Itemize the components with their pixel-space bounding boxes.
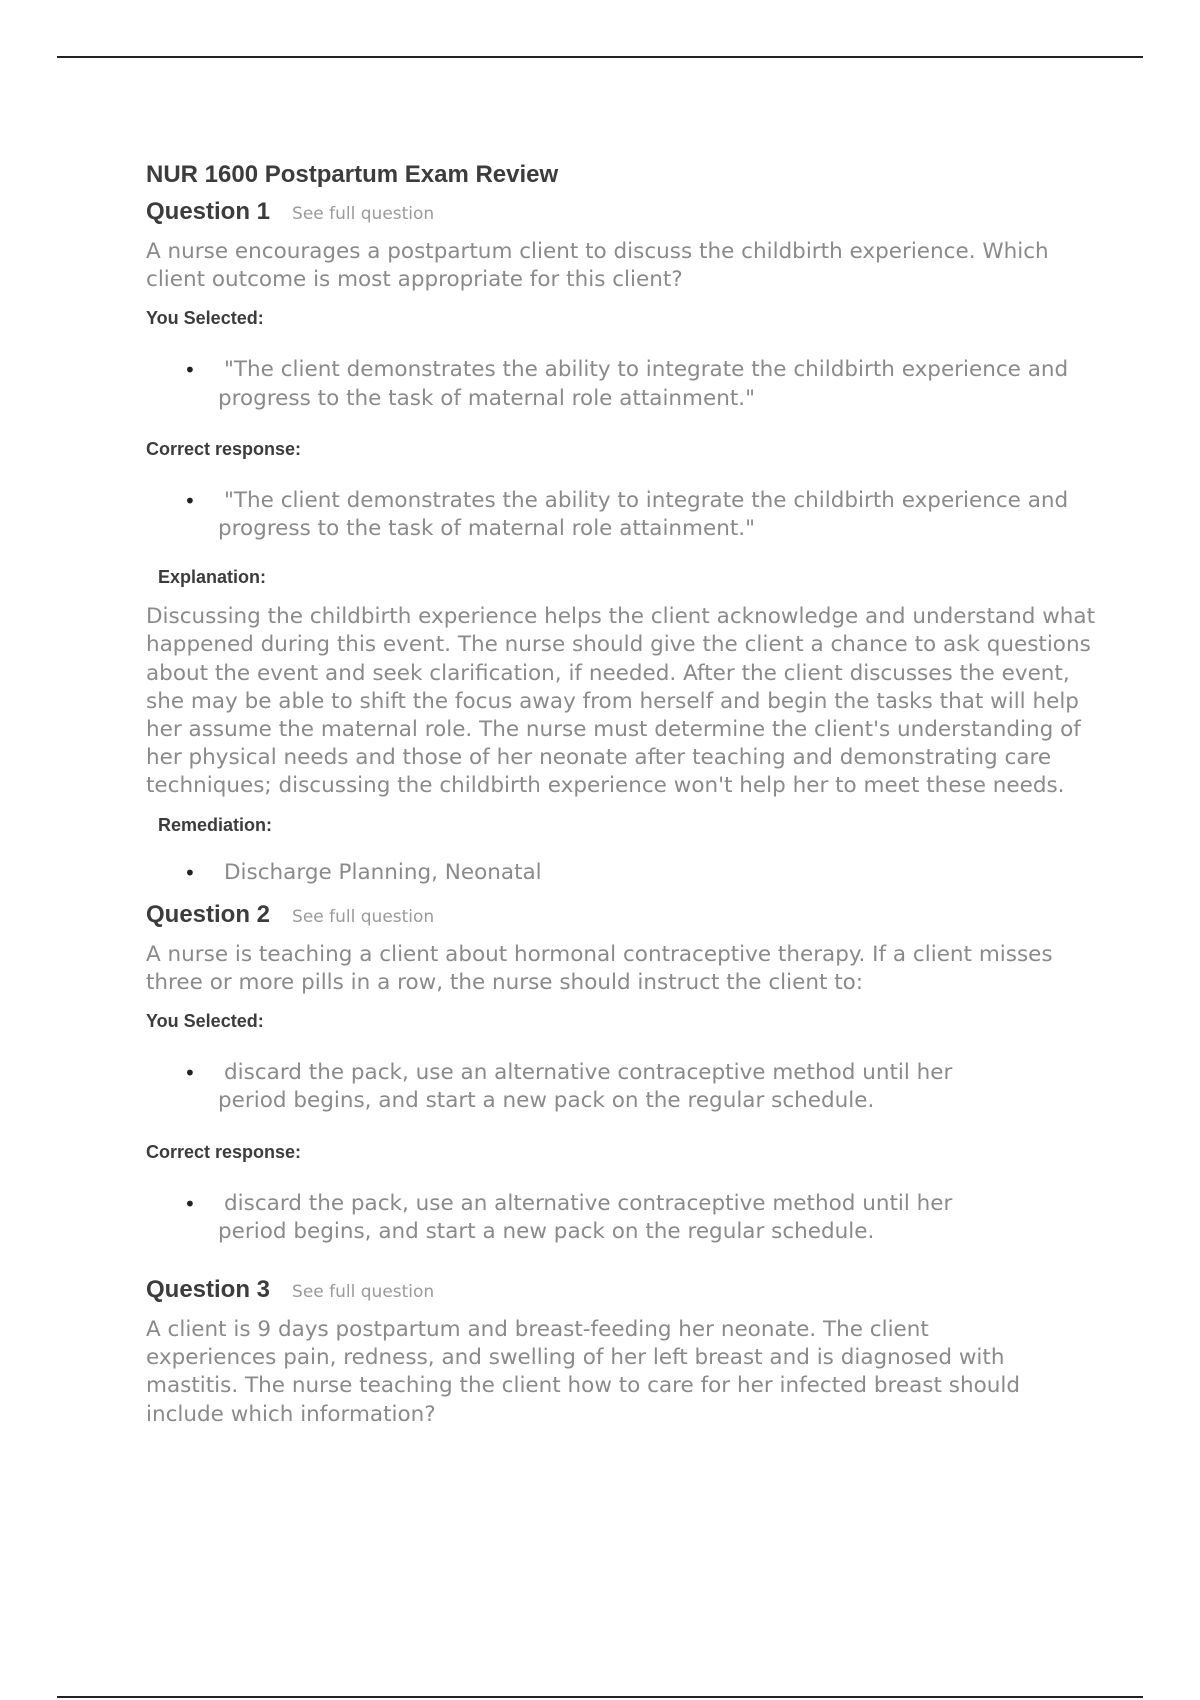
correct-answer-text: discard the pack, use an alternative contraceptive method until her period begins, and start a new pack on the regular schedule. xyxy=(218,1190,953,1244)
correct-answer-text: "The client demonstrates the ability to integrate the childbirth experience and progress to the task of maternal role attainment." xyxy=(218,487,1069,542)
see-full-question-link-3[interactable]: See full question xyxy=(292,1282,435,1303)
see-full-question-link-2[interactable]: See full question xyxy=(292,906,435,927)
list-item xyxy=(146,1190,968,1246)
question-3-header xyxy=(146,1276,1086,1304)
list-item xyxy=(146,1059,968,1115)
question-2 xyxy=(146,901,1086,1246)
list-item xyxy=(146,859,1086,887)
question-1-text: A nurse encourages a postpartum client to discuss the childbirth experience. Which client outcome is most appropriate for this client? xyxy=(146,239,1049,293)
list-item xyxy=(146,487,1086,543)
explanation-text: Discussing the childbirth experience helps the client acknowledge and understand what happened during this event. The nurse should give the client a chance to ask questions about the event and seek clarification, if needed. After the client discusses the event, she may be able to shift the focus away from herself and begin the tasks that will help her assume the maternal role. The nurse must determine the client's understanding of her physical needs and those of her neonate after teaching and demonstrating care techniques; discussing the childbirth experience won't help her to meet these needs. xyxy=(146,604,1096,799)
selected-answer-text: "The client demonstrates the ability to integrate the childbirth experience and progress to the task of maternal role attainment." xyxy=(218,357,1069,411)
bullet-icon: • xyxy=(184,358,196,383)
correct-response-list xyxy=(146,487,1086,543)
remediation-text: Discharge Planning, Neonatal xyxy=(224,859,542,885)
you-selected-list xyxy=(146,356,1086,412)
list-item xyxy=(146,356,1086,412)
document-body xyxy=(146,158,1096,1429)
correct-response-list xyxy=(146,1190,1086,1246)
you-selected-label: You Selected: xyxy=(146,308,264,329)
question-2-header xyxy=(146,901,1086,929)
selected-answer-text: discard the pack, use an alternative contraceptive method until her period begins, and start a new pack on the regular schedule. xyxy=(218,1060,953,1114)
remediation-list xyxy=(146,859,1086,887)
document-title: NUR 1600 Postpartum Exam Review xyxy=(146,161,559,188)
question-1-header xyxy=(146,198,1086,226)
correct-response-label: Correct response: xyxy=(146,1141,302,1162)
see-full-question-link-1[interactable]: See full question xyxy=(292,204,435,224)
bullet-icon: • xyxy=(184,488,196,513)
correct-response-label: Correct response: xyxy=(146,438,302,459)
explanation-label: Explanation: xyxy=(158,567,267,588)
top-rule xyxy=(57,56,1143,58)
you-selected-list xyxy=(146,1059,1086,1115)
question-2-title: Question 2 xyxy=(146,900,271,928)
question-1-title: Question 1 xyxy=(146,198,271,225)
question-3-title: Question 3 xyxy=(146,1276,271,1304)
you-selected-label: You Selected: xyxy=(146,1011,264,1032)
question-3-text: A client is 9 days postpartum and breast-feeding her neonate. The client experiences pain, redness, and swelling of her left breast and is diagnosed with mastitis. The nurse teaching the client how to care for her infected breast should include which information? xyxy=(146,1317,1020,1427)
bullet-icon: • xyxy=(184,860,196,885)
remediation-label: Remediation: xyxy=(158,814,273,835)
question-1 xyxy=(146,198,1096,887)
bullet-icon: • xyxy=(184,1191,196,1216)
bullet-icon: • xyxy=(184,1061,196,1086)
bottom-rule xyxy=(57,1696,1143,1698)
question-3 xyxy=(146,1276,1086,1429)
question-2-text: A nurse is teaching a client about hormonal contraceptive therapy. If a client misses three or more pills in a row, the nurse should instruct the client to: xyxy=(146,941,1053,996)
